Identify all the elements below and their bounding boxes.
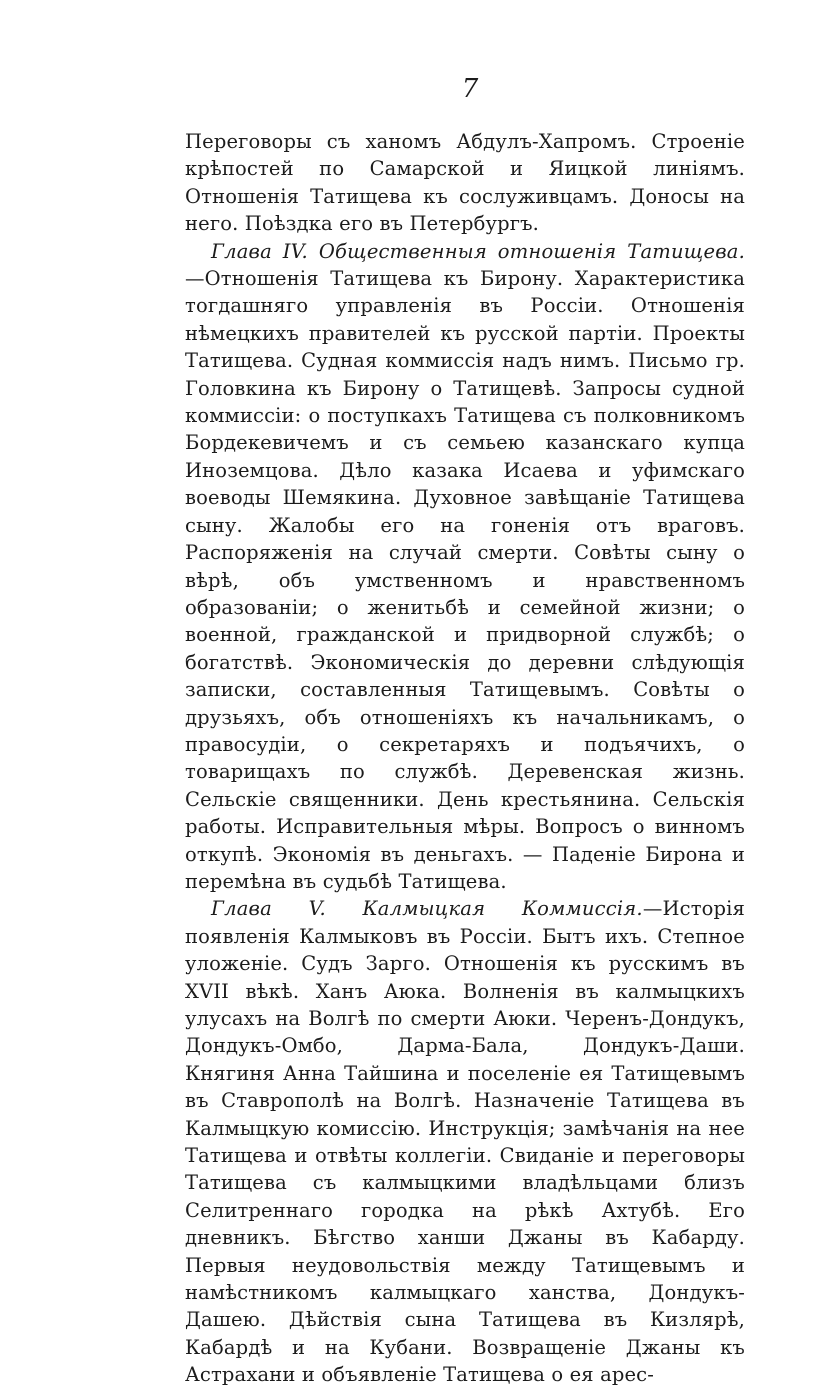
chapter-heading: Глава IV. Общественныя отношенiя Татищева.	[211, 239, 745, 263]
chapter-iv-paragraph	[185, 238, 745, 896]
chapter-v-paragraph	[185, 895, 745, 1388]
paragraph-text: Переговоры съ ханомъ Абдулъ-Хапромъ. Строенiе крѣпостей по Самарской и Яицкой линiямъ. Отношенiя Татищева къ сослуживцамъ. Доносы на него. Поѣздка его въ Петербургъ.	[185, 130, 745, 236]
continuation-paragraph	[185, 128, 745, 238]
chapter-heading: Глава V. Калмыцкая Коммиссiя.	[211, 897, 643, 921]
page-body	[185, 128, 745, 1389]
paragraph-text: —Исторiя появленiя Калмыковъ въ Россiи. Бытъ ихъ. Степное уложенiе. Судъ Зарго. Отношенiя къ русскимъ въ XVII вѣкѣ. Ханъ Аюка. Волненiя въ калмыцкихъ улусахъ на Волгѣ по смерти Аюки. Черенъ-Дондукъ, Дондукъ-Омбо, Дарма-Бала, Дондукъ-Даши. Княгиня Анна Тайшина и поселенiе ея Татищевымъ въ Ставрополѣ на Волгѣ. Назначенiе Татищева въ Калмыцкую комиссiю. Инструкцiя; замѣчанiя на нее Татищева и отвѣты коллегiи. Свиданiе и переговоры Татищева съ калмыцкими владѣльцами близъ Селитреннаго городка на рѣкѣ Ахтубѣ. Его дневникъ. Бѣгство ханши Джаны въ Кабарду. Первыя неудовольствiя между Татищевымъ и намѣстникомъ калмыцкаго ханства, Дондукъ-Дашею. Дѣйствiя сына Татищева въ Кизлярѣ, Кабардѣ и на Кубани. Возвращенiе Джаны къ Астрахани и объявленiе Татищева о ея арес-	[185, 897, 745, 1387]
paragraph-text: —Отношенiя Татищева къ Бирону. Характеристика тогдашняго управленiя въ Россiи. Отношенiя нѣмецкихъ правителей къ русской партiи. Проекты Татищева. Судная коммиссiя надъ нимъ. Письмо гр. Головкина къ Бирону о Татищевѣ. Запросы судной коммиссiи: о поступкахъ Татищева съ полковникомъ Бордекевичемъ и съ семьею казанскаго купца Иноземцова. Дѣло казака Исаева и уфимскаго воеводы Шемякина. Духовное завѣщанiе Татищева сыну. Жалобы его на гоненiя отъ враговъ. Распоряженiя на случай смерти. Совѣты сыну о вѣрѣ, объ умственномъ и нравственномъ образованiи; о женитьбѣ и семейной жизни; о военной, гражданской и придворной службѣ; о богатствѣ. Экономическiя до деревни слѣдующiя записки, составленныя Татищевымъ. Совѣты о друзьяхъ, объ отношенiяхъ къ начальникамъ, о правосудiи, о секретаряхъ и подъячихъ, о товарищахъ по службѣ. Деревенская жизнь. Сельскiе священники. День крестьянина. Сельскiя работы. Исправительныя мѣры. Вопросъ о винномъ откупѣ. Экономiя въ деньгахъ. — Паденiе Бирона и перемѣна въ судьбѣ Татищева.	[185, 267, 745, 893]
page-number: 7	[461, 74, 479, 104]
